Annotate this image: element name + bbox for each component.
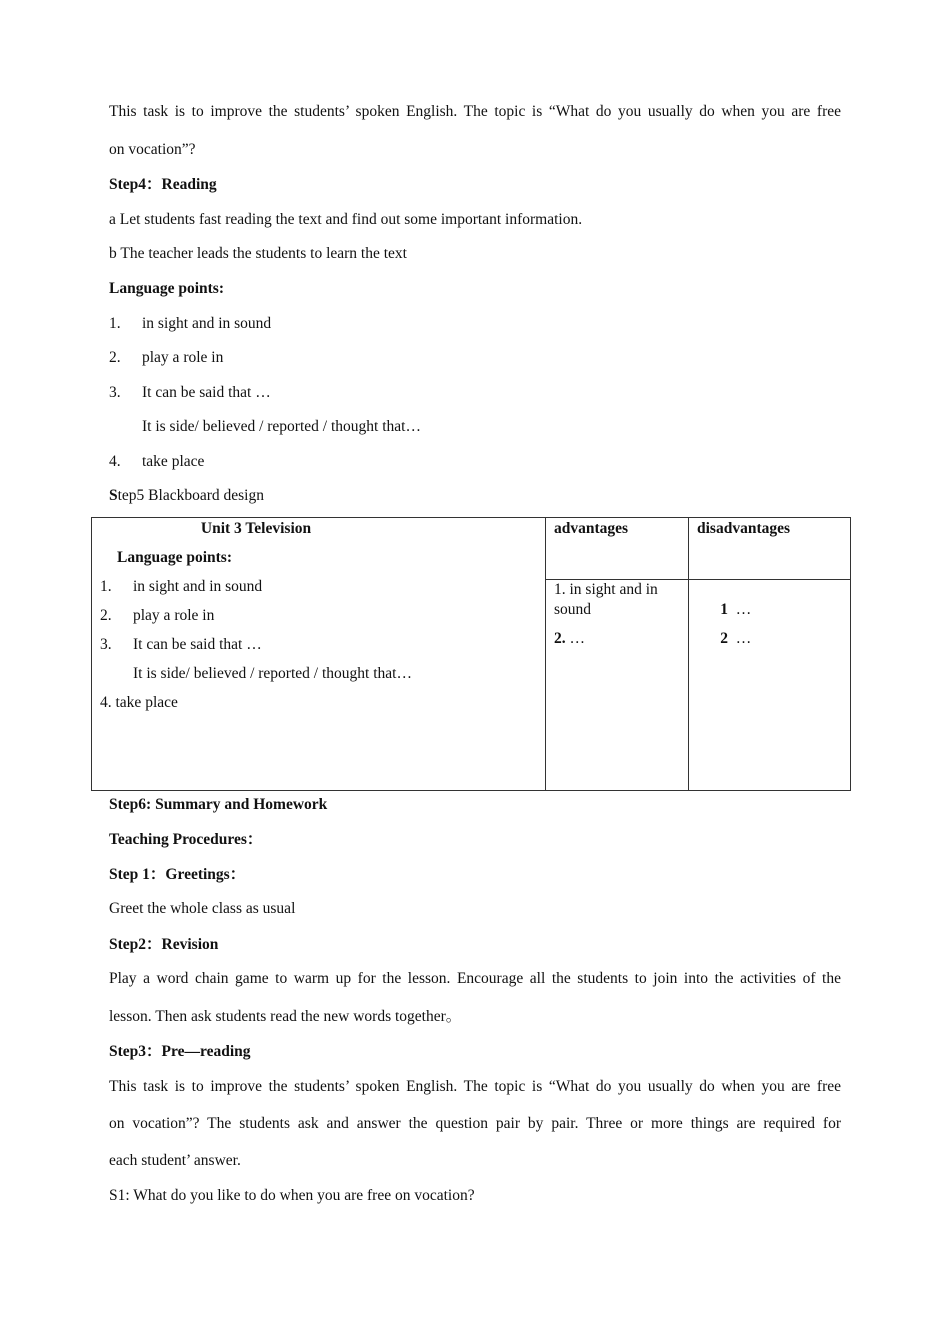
lp-item-3-continued xyxy=(109,417,421,437)
step1-heading: Step 1：Greetings： xyxy=(109,866,246,883)
lp-item-text: It is side/ believed / reported / thought that… xyxy=(142,418,421,435)
board-item-number: 2. xyxy=(100,607,112,624)
lp-item-number: 1. xyxy=(109,315,121,332)
table-divider-1 xyxy=(545,517,546,791)
step3-heading: Step3：Pre—reading xyxy=(109,1043,251,1060)
lp-item-1 xyxy=(109,314,271,334)
lp-item-number: 3. xyxy=(109,384,121,401)
lp-item-2 xyxy=(109,348,223,368)
disadvantage-1-text: … xyxy=(728,601,752,618)
lp-item-number: 4. xyxy=(109,453,121,470)
board-item-3 xyxy=(100,635,262,655)
table-border-bottom xyxy=(91,790,851,791)
advantage-2-number: 2. xyxy=(554,630,566,647)
step2-line-1: Play a word chain game to warm up for the lesson. Encourage all the students to join into the activities of the xyxy=(109,970,841,987)
step2-line-2: lesson. Then ask students read the new words together。 xyxy=(109,1008,462,1025)
step3-s1-question: S1: What do you like to do when you are free on vocation? xyxy=(109,1187,475,1204)
board-item-text: play a role in xyxy=(133,607,215,624)
lp-item-text: take place xyxy=(142,453,205,470)
table-border-top xyxy=(91,517,851,518)
step5-initial: S xyxy=(109,487,118,504)
step3-line-1: This task is to improve the students’ spoken English. The topic is “What do you usually do when you are free xyxy=(109,1078,841,1095)
step4-b: b The teacher leads the students to learn the text xyxy=(109,245,407,262)
lp-item-text: in sight and in sound xyxy=(142,315,272,332)
board-item-number: 1. xyxy=(100,578,112,595)
lp-item-text: It can be said that … xyxy=(142,384,271,401)
table-border-right xyxy=(850,517,851,791)
table-divider-2 xyxy=(688,517,689,791)
board-item-number: 3. xyxy=(100,636,112,653)
board-item-4: 4. take place xyxy=(100,694,178,711)
board-item-text: in sight and in sound xyxy=(133,578,263,595)
lp-item-number: 2. xyxy=(109,349,121,366)
step6-heading: Step6: Summary and Homework xyxy=(109,796,328,813)
lp-item-3 xyxy=(109,383,271,403)
disadvantage-2-text: … xyxy=(728,630,752,647)
lp-item-text: play a role in xyxy=(142,349,224,366)
step3-line-2: on vocation”? The students ask and answer the question pair by pair. Three or more things are required for xyxy=(109,1115,841,1132)
board-lp-heading: Language points: xyxy=(117,549,232,566)
step1-text: Greet the whole class as usual xyxy=(109,900,296,917)
intro-line-2: on vocation”? xyxy=(109,141,196,158)
step5-heading xyxy=(109,486,264,506)
board-title: Unit 3 Television xyxy=(200,520,312,537)
disadvantages-header: disadvantages xyxy=(697,520,791,537)
intro-line-1: This task is to improve the students’ spoken English. The topic is “What do you usually do when you are free xyxy=(109,103,841,120)
step2-heading: Step2：Revision xyxy=(109,936,219,953)
language-points-heading: Language points: xyxy=(109,280,224,297)
advantage-1-line-2: sound xyxy=(554,601,592,618)
advantage-1-line-1: 1. in sight and in xyxy=(554,581,658,598)
board-item-text: It can be said that … xyxy=(133,636,262,653)
disadvantage-2 xyxy=(697,609,751,669)
step4-heading: Step4：Reading xyxy=(109,176,217,193)
disadvantage-1-number: 1 xyxy=(720,601,728,618)
step5-rest: tep5 Blackboard design xyxy=(117,487,264,504)
board-item-2 xyxy=(100,606,214,626)
table-border-left xyxy=(91,517,92,791)
board-item-text: It is side/ believed / reported / thought that… xyxy=(133,665,412,682)
teaching-procedures-heading: Teaching Procedures： xyxy=(109,831,263,848)
step3-line-3: each student’ answer. xyxy=(109,1152,241,1169)
advantages-header: advantages xyxy=(554,520,629,537)
disadvantage-2-number: 2 xyxy=(720,630,728,647)
advantage-2 xyxy=(554,629,585,649)
board-item-1 xyxy=(100,577,262,597)
step4-a: a Let students fast reading the text and find out some important information. xyxy=(109,211,583,228)
board-item-3-continued xyxy=(100,664,412,684)
lp-item-4 xyxy=(109,452,204,472)
advantage-2-text: … xyxy=(565,630,585,647)
